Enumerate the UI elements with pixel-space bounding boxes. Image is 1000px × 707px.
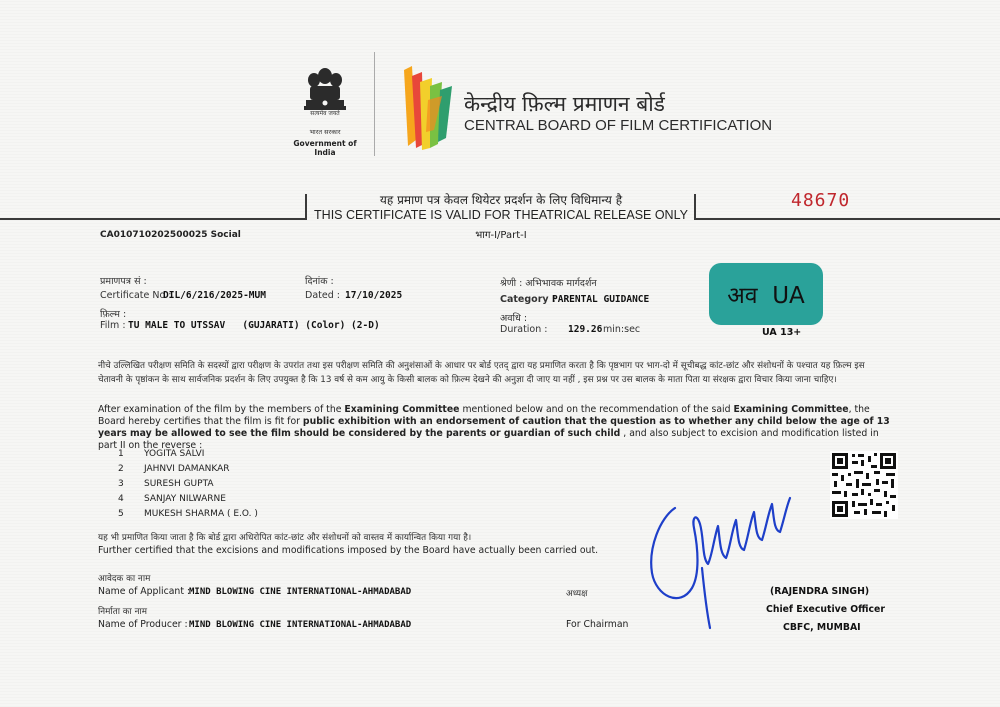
for-chairman-label: For Chairman	[566, 619, 629, 630]
further-certified-hindi: यह भी प्रमाणित किया जाता है कि बोर्ड द्वारा अधिरोपित कांट-छांट और संशोधनों को वास्तव में कार्यान्वित किया गया है।	[98, 533, 472, 543]
date-label-hindi: दिनांक :	[305, 276, 334, 287]
list-item: 3 SURESH GUPTA	[118, 479, 214, 489]
film-label: Film :	[100, 320, 126, 331]
member-name: MUKESH SHARMA ( E.O. )	[144, 509, 258, 519]
duration-label: Duration :	[500, 324, 548, 335]
certification-para-english	[98, 404, 890, 452]
emblem-motto: सत्यमेव जयते	[310, 110, 340, 117]
rating-badge	[709, 263, 823, 325]
signatory-name: (RAJENDRA SINGH)	[770, 586, 870, 597]
member-name: SANJAY NILWARNE	[144, 494, 226, 504]
member-name: SURESH GUPTA	[144, 479, 214, 489]
producer-value: MIND BLOWING CINE INTERNATIONAL-AHMADABAD	[189, 620, 412, 630]
date-label: Dated :	[305, 290, 340, 301]
list-item: 1 YOGITA SALVI	[118, 449, 205, 459]
para-text: , the Board hereby certifies that the film is fit for	[98, 404, 870, 427]
applicant-label-hindi: आवेदक का नाम	[98, 574, 151, 584]
film-title: TU MALE TO UTSSAV (GUJARATI) (Color) (2-D)	[128, 320, 380, 331]
rating-sub-label: UA 13+	[762, 327, 802, 338]
cert-no-label-hindi: प्रमाणपत्र सं :	[100, 276, 147, 287]
rating-badge-text: अव UA	[727, 283, 805, 309]
para-text: mentioned below and on the recommendation of the said	[459, 404, 734, 415]
producer-label-hindi: निर्माता का नाम	[98, 607, 148, 617]
board-name-english: CENTRAL BOARD OF FILM CERTIFICATION	[464, 117, 773, 134]
applicant-value: MIND BLOWING CINE INTERNATIONAL-AHMADABAD	[189, 587, 412, 597]
producer-label: Name of Producer :	[98, 619, 188, 630]
category-value: PARENTAL GUIDANCE	[552, 294, 650, 305]
duration-label-hindi: अवधि :	[500, 313, 528, 324]
category-label: Category :	[500, 294, 556, 305]
para-text: After examination of the film by the members of the	[98, 404, 345, 415]
para-bold: public exhibition with an endorsement of caution that the question as to whether any child below the age of 13 years may be allowed to see the film should be considered by the parents or guardian of such child	[98, 416, 890, 439]
banner-rule-left	[0, 218, 306, 220]
list-item: 2 JAHNVI DAMANKAR	[118, 464, 230, 474]
signatory-title: Chief Executive Officer	[766, 604, 885, 615]
duration-value: 129.26	[568, 324, 603, 335]
banner-part: भाग-I/Part-I	[475, 230, 527, 241]
para-bold: Examining Committee	[344, 404, 460, 415]
state-emblem	[290, 62, 360, 157]
further-certified-english: Further certified that the excisions and modifications imposed by the Board have actually been carried out.	[98, 545, 599, 556]
para-bold: Examining Committee	[733, 404, 849, 415]
cbfc-logo-icon	[398, 60, 458, 152]
emblem-country-hi: भारत सरकार	[309, 128, 341, 136]
signatory-office: CBFC, MUMBAI	[783, 622, 861, 633]
film-label-hindi: फ़िल्म :	[100, 309, 127, 320]
header-divider	[374, 52, 375, 156]
cert-no-value: DIL/6/216/2025-MUM	[163, 290, 266, 301]
certification-para-hindi: नीचे उल्लिखित परीक्षण समिति के सदस्यों द्वारा परीक्षण के उपरांत तथा इस परीक्षण समिति की अनुशंसाओं के आधार पर बोर्ड एतद् द्वारा यह प्रमाणित करता है कि पृष्ठभाग पर भाग-दो में सूचीबद्ध कांट-छांट और संशोधनों के पश्चात यह फ़िल्म इस चेतावनी के पृष्ठांकन के साथ सार्वजनिक प्रदर्शन के लिए उपयुक्त है कि 13 वर्ष से कम आयु के किसी बालक को फ़िल्म देखने की अनुज्ञा दी जाए या नहीं , इस प्रश्न पर उस बालक के माता पिता या संरक्षक द्वारा विचार किया जाना चाहिए।	[98, 361, 865, 385]
chairman-label-hindi: अध्यक्ष	[566, 589, 588, 599]
member-name: YOGITA SALVI	[144, 449, 205, 459]
board-name-hindi: केन्द्रीय फ़िल्म प्रमाणन बोर्ड	[464, 92, 665, 116]
emblem-country-en: Government of India	[293, 139, 357, 157]
qr-code-icon	[830, 451, 898, 519]
category-label-hindi: श्रेणी : अभिभावक मार्गदर्शन	[500, 278, 597, 289]
list-item: 4 SANJAY NILWARNE	[118, 494, 226, 504]
applicant-label: Name of Applicant :	[98, 586, 191, 597]
qr-code	[830, 451, 898, 519]
cbfc-logo	[398, 60, 458, 152]
serial-number: 48670	[791, 190, 851, 211]
para-text: , and also subject to excision and modification listed in part II on the reverse :	[98, 428, 879, 451]
reference-code: CA010710202500025 Social	[100, 230, 241, 240]
cert-no-label: Certificate No :	[100, 290, 172, 301]
date-value: 17/10/2025	[345, 290, 403, 301]
member-name: JAHNVI DAMANKAR	[144, 464, 230, 474]
banner-line-hindi: यह प्रमाण पत्र केवल थियेटर प्रदर्शन के लिए विधिमान्य है	[379, 193, 623, 207]
list-item: 5 MUKESH SHARMA ( E.O. )	[118, 509, 258, 519]
duration-unit: min:sec	[603, 324, 641, 335]
banner-line-english: THIS CERTIFICATE IS VALID FOR THEATRICAL RELEASE ONLY	[314, 208, 688, 222]
banner-rule-right	[694, 218, 1000, 220]
